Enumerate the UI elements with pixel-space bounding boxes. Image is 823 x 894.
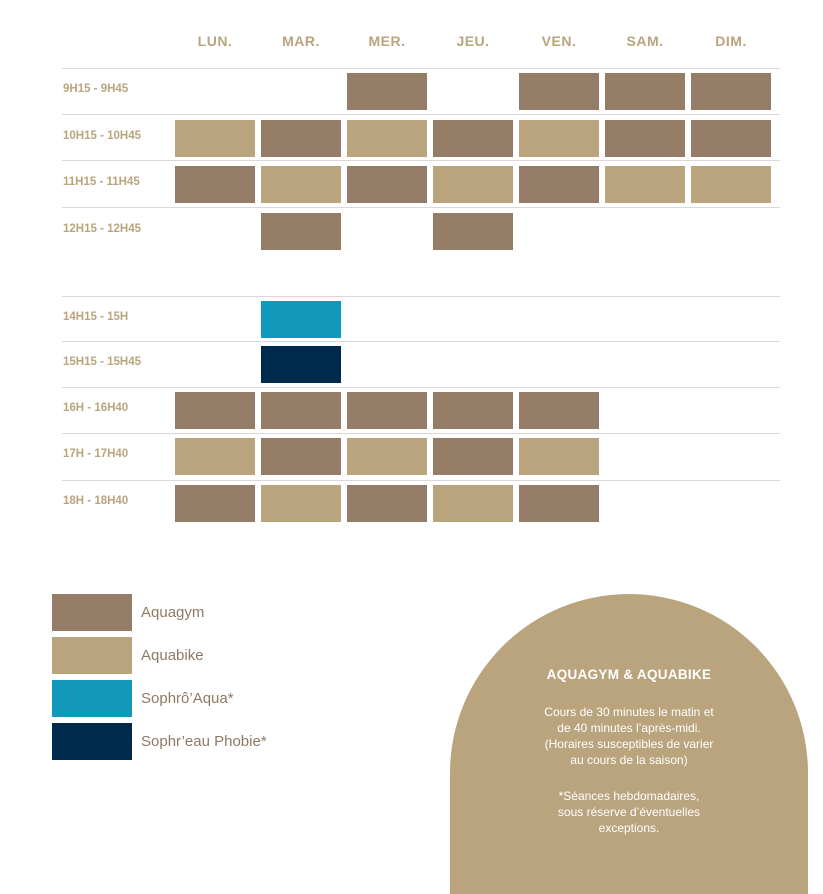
info-line: Cours de 30 minutes le matin et [544, 705, 714, 719]
class-cell-aquagym [605, 73, 685, 110]
time-slot-label: 14H15 - 15H [63, 311, 129, 323]
time-slot-label: 11H15 - 11H45 [63, 176, 140, 188]
info-line: au cours de la saison) [570, 753, 688, 767]
class-cell-aquabike [519, 438, 599, 475]
info-panel [450, 594, 808, 894]
class-cell-aquagym [261, 438, 341, 475]
class-cell-aquabike [347, 438, 427, 475]
class-cell-aquabike [261, 166, 341, 203]
row-divider [62, 387, 780, 388]
class-cell-aquagym [175, 166, 255, 203]
class-cell-aquagym [519, 392, 599, 429]
legend-swatch-aquabike [52, 637, 132, 674]
row-divider [62, 114, 780, 115]
class-cell-aquagym [175, 392, 255, 429]
row-divider [62, 68, 780, 69]
row-divider [62, 296, 780, 297]
legend-swatch-aquagym [52, 594, 132, 631]
day-header: DIM. [715, 33, 747, 49]
class-cell-aquagym [347, 392, 427, 429]
class-cell-sophreau-phobie [261, 346, 341, 383]
class-cell-aquagym [605, 120, 685, 157]
class-cell-aquabike [347, 120, 427, 157]
time-slot-label: 16H - 16H40 [63, 402, 129, 414]
day-header: LUN. [197, 33, 233, 49]
class-cell-aquagym [691, 73, 771, 110]
class-cell-aquabike [433, 485, 513, 522]
class-cell-aquabike [691, 166, 771, 203]
row-divider [62, 341, 780, 342]
legend-label: Sophrô’Aqua* [141, 690, 234, 707]
class-cell-aquagym [519, 166, 599, 203]
day-header: JEU. [456, 33, 490, 49]
legend-label: Sophr’eau Phobie* [141, 733, 267, 750]
info-title: AQUAGYM & AQUABIKE [546, 667, 712, 682]
legend-swatch-sophreau-phobie [52, 723, 132, 760]
class-cell-aquagym [433, 438, 513, 475]
row-divider [62, 207, 780, 208]
row-divider [62, 160, 780, 161]
class-cell-aquabike [433, 166, 513, 203]
day-header: MAR. [282, 33, 320, 49]
time-slot-label: 12H15 - 12H45 [63, 223, 141, 235]
class-cell-aquagym [261, 213, 341, 250]
time-slot-label: 17H - 17H40 [63, 448, 129, 460]
day-header: MER. [368, 33, 406, 49]
info-line: de 40 minutes l’après-midi. [557, 721, 701, 735]
class-cell-aquagym [261, 392, 341, 429]
info-line: (Horaires susceptibles de varier [544, 737, 714, 751]
class-cell-aquagym [433, 213, 513, 250]
class-cell-aquagym [175, 485, 255, 522]
class-cell-aquagym [347, 166, 427, 203]
legend-label: Aquabike [141, 647, 204, 664]
info-line: *Séances hebdomadaires, [558, 789, 700, 803]
class-cell-aquabike [175, 438, 255, 475]
class-cell-aquabike [605, 166, 685, 203]
row-divider [62, 480, 780, 481]
class-cell-sophro-aqua [261, 301, 341, 338]
day-header: SAM. [626, 33, 664, 49]
class-cell-aquagym [433, 120, 513, 157]
info-line: sous réserve d’éventuelles [557, 805, 701, 819]
class-cell-aquagym [519, 485, 599, 522]
time-slot-label: 10H15 - 10H45 [63, 130, 141, 142]
time-slot-label: 15H15 - 15H45 [63, 356, 141, 368]
class-cell-aquagym [261, 120, 341, 157]
class-cell-aquagym [519, 73, 599, 110]
day-header: VEN. [541, 33, 577, 49]
info-line: exceptions. [598, 821, 660, 835]
time-slot-label: 9H15 - 9H45 [63, 83, 129, 95]
time-slot-label: 18H - 18H40 [63, 495, 129, 507]
class-cell-aquagym [433, 392, 513, 429]
class-cell-aquagym [347, 73, 427, 110]
class-cell-aquabike [261, 485, 341, 522]
class-cell-aquagym [691, 120, 771, 157]
legend-label: Aquagym [141, 604, 205, 621]
row-divider [62, 433, 780, 434]
class-cell-aquabike [175, 120, 255, 157]
class-cell-aquagym [347, 485, 427, 522]
legend-swatch-sophro-aqua [52, 680, 132, 717]
class-cell-aquabike [519, 120, 599, 157]
